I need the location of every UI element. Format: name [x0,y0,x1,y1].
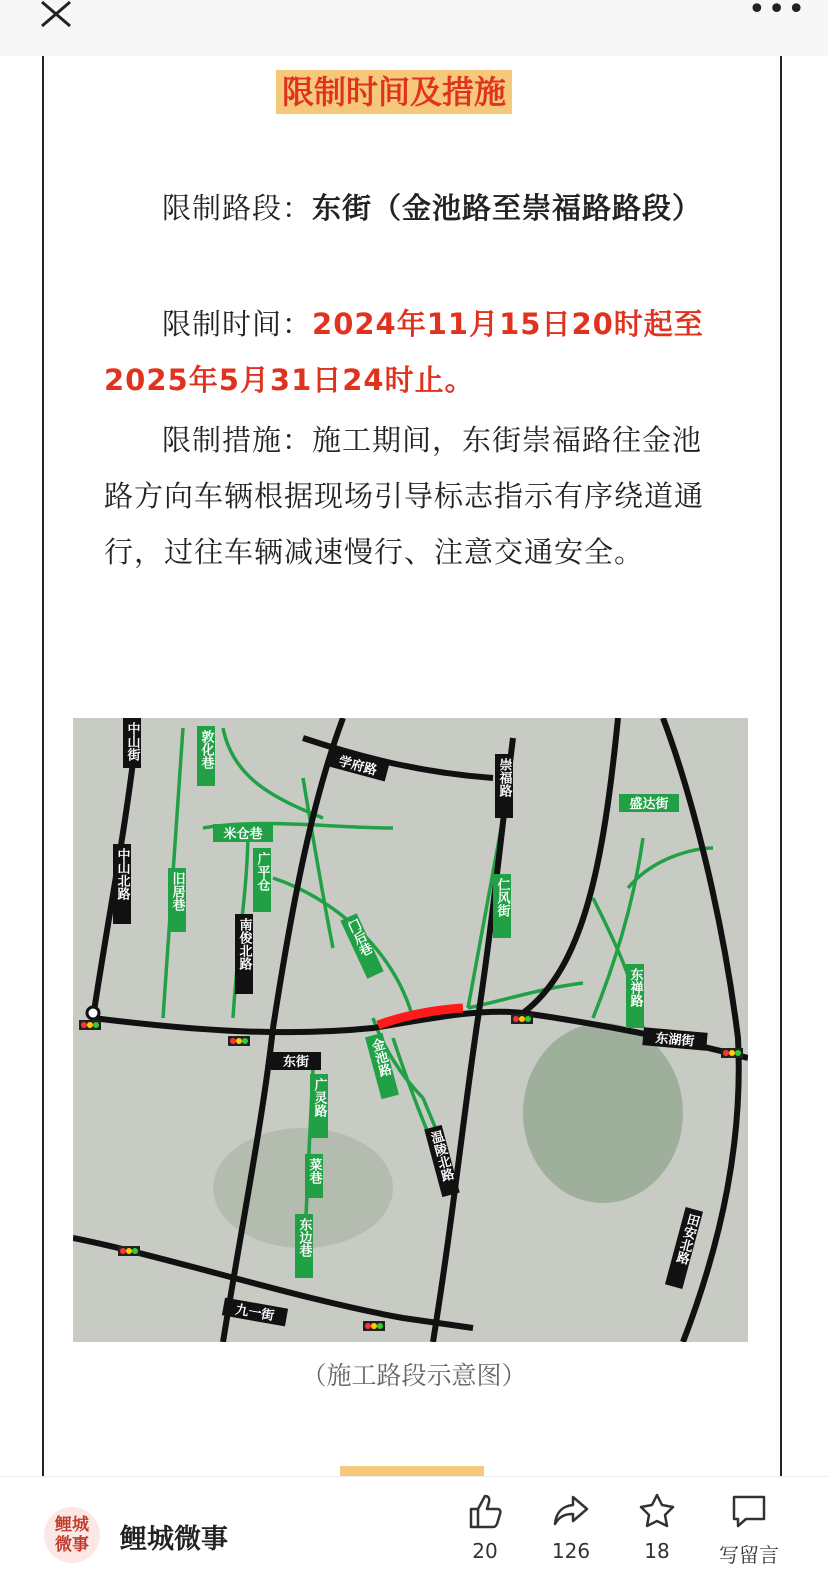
account-name[interactable]: 鲤城微事 [120,1524,228,1555]
comment-button[interactable] [704,1491,794,1568]
map-label-chongfu: 崇福路 [496,758,512,797]
map-label-nanjun: 南俊北路 [236,918,252,970]
like-count: 20 [472,1539,498,1563]
time-label: 限制时间： [162,307,313,341]
time-value: 2024年11月15日20时起至2025年5月31日24时止。 [104,307,704,397]
traffic-light-icon [79,1020,101,1030]
section-label: 限制路段： [162,191,313,225]
map-label-caixiang: 菜巷 [306,1158,322,1184]
comment-icon [729,1491,769,1531]
next-heading-peek [340,1466,484,1476]
park-area [523,1023,683,1203]
map-label-qiju: 旧居巷 [169,872,185,911]
map-label-tianan: 田安北路 [672,1211,701,1266]
map-label-jiuyi: 九一街 [234,1302,276,1325]
map-caption: （施工路段示意图） [301,1361,527,1390]
share-count: 126 [551,1539,591,1563]
traffic-light-icon [363,1321,385,1331]
share-button[interactable] [536,1491,606,1563]
traffic-light-icon [721,1048,743,1058]
top-bar [0,0,828,56]
map-label-dongjie: 东街 [282,1055,310,1070]
map-label-wenling: 温陵北路 [426,1129,455,1184]
close-icon[interactable] [38,0,78,30]
map-label-dongbian: 东边巷 [296,1218,312,1257]
star-icon [637,1491,677,1531]
map-label-xuefu: 学府路 [336,754,379,779]
traffic-light-icon [511,1014,533,1024]
favorite-count: 18 [644,1539,670,1563]
favorite-button[interactable] [622,1491,692,1563]
measure-value: 施工期间，东街崇福路往金池路方向车辆根据现场引导标志指示有序绕道通行，过往车辆减速慢行、注意交通安全。 [104,423,705,569]
map-label-shengda: 盛达街 [629,797,669,812]
more-dots-icon[interactable]: ••• [748,0,808,27]
measure-label: 限制措施： [162,423,313,457]
bottom-action-bar [0,1476,828,1581]
traffic-light-icon [228,1036,250,1046]
map-label-micang: 米仓巷 [223,827,263,842]
road-node [87,1007,99,1019]
map-label-zhongshan-top: 中山街 [124,722,140,761]
comment-label: 写留言 [719,1543,779,1567]
like-button[interactable] [450,1491,520,1563]
construction-map[interactable] [73,718,748,1342]
map-label-dunhua: 敦化巷 [198,730,214,769]
account-logo[interactable]: 鲤城 微事 [44,1507,100,1563]
map-label-donghu: 东湖街 [654,1031,695,1050]
paragraph-section [104,180,720,236]
paragraph-time [104,296,720,408]
share-arrow-icon [551,1491,591,1531]
map-label-guangling: 广灵路 [311,1078,327,1117]
map-label-zhongshan: 中山北路 [114,848,130,900]
map-label-jinchi: 金池路 [367,1037,393,1079]
paragraph-measure [104,412,720,580]
section-heading: 限制时间及措施 [276,70,512,114]
traffic-light-icon [118,1246,140,1256]
thumbs-up-icon [465,1491,505,1531]
map-label-menjing: 门后巷 [343,917,374,960]
map-label-dongshan: 东禅路 [627,968,643,1007]
map-label-renfeng: 仁风街 [494,878,510,917]
map-label-guangping: 广平仓 [254,852,270,891]
section-value: 东街（金池路至崇福路路段） [312,191,703,225]
